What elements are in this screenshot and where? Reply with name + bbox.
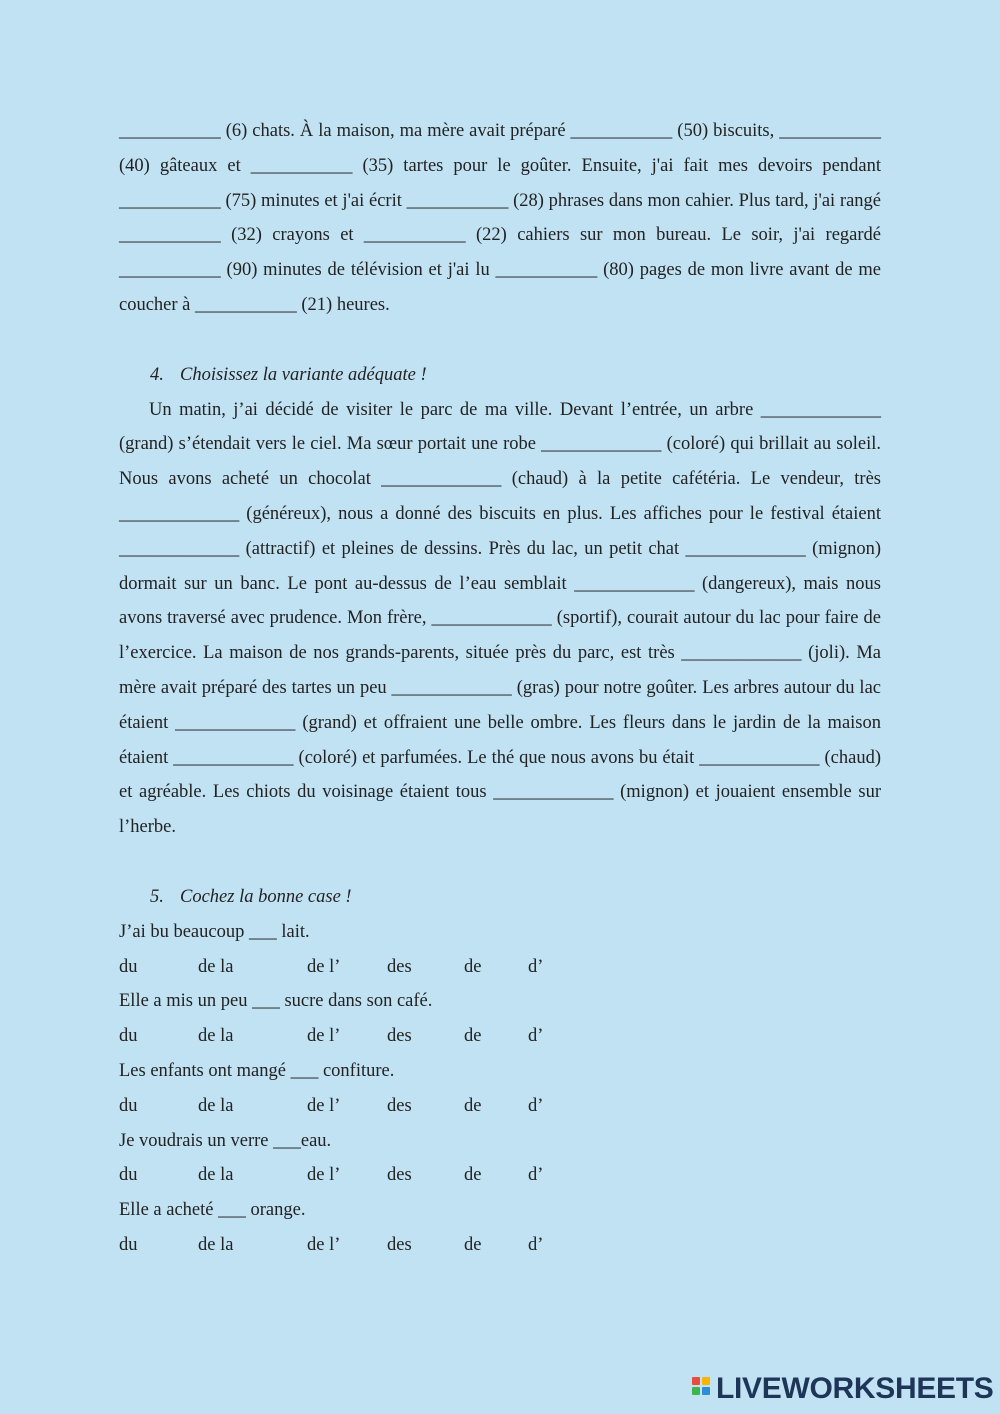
answer-option[interactable]: des	[387, 956, 412, 977]
answer-option[interactable]: de la	[198, 1234, 234, 1255]
answer-option[interactable]: d’	[528, 956, 544, 977]
section4-number: 4.	[150, 364, 164, 385]
answer-option[interactable]: de la	[198, 1026, 234, 1047]
section5-heading	[119, 880, 881, 915]
question-sentence: J’ai bu beaucoup ___ lait.	[119, 921, 310, 942]
answer-options	[119, 1089, 881, 1124]
section4-title: Choisissez la variante adéquate !	[180, 364, 427, 385]
answer-options	[119, 1158, 881, 1193]
answer-option[interactable]: d’	[528, 1026, 544, 1047]
section5-number: 5.	[150, 886, 164, 907]
logo-icon	[692, 1375, 712, 1403]
liveworksheets-logo	[692, 1372, 994, 1406]
answer-options	[119, 950, 881, 985]
answer-option[interactable]: de	[464, 1095, 482, 1116]
answer-option[interactable]: de	[464, 956, 482, 977]
answer-option[interactable]: de la	[198, 1095, 234, 1116]
answer-option[interactable]: de	[464, 1234, 482, 1255]
question-list	[119, 915, 881, 1263]
answer-option[interactable]: des	[387, 1026, 412, 1047]
answer-option[interactable]: de l’	[307, 1234, 341, 1255]
answer-option[interactable]: de	[464, 1026, 482, 1047]
section4-heading	[119, 358, 881, 393]
section4-text: Un matin, j’ai décidé de visiter le parc de ma ville. Devant l’entrée, un arbre _____________ (grand) s’étendait vers le ciel. Ma sœur portait une robe _____________ (coloré) qui brillait au soleil. Nous avons acheté un chocolat _____________ (chaud) à la petite cafétéria. Le vendeur, très _____________ (généreux), nous a donné des biscuits en plus. Les affiches pour le festival étaient _____________ (attractif) et pleines de dessins. Près du lac, un petit chat _____________ (mignon) dormait sur un banc. Le pont au-dessus de l’eau semblait _____________ (dangereux), mais nous avons traversé avec prudence. Mon frère, _____________ (sportif), courait autour du lac pour faire de l’exercice. La maison de nos grands-parents, située près du parc, est très _____________ (joli). Ma mère avait préparé des tartes un peu _____________ (gras) pour notre goûter. Les arbres autour du lac étaient _____________ (grand) et offraient une belle ombre. Les fleurs dans le jardin de la maison étaient _____________ (coloré) et parfumées. Le thé que nous avons bu était _____________ (chaud) et agréable. Les chiots du voisinage étaient tous _____________ (mignon) et jouaient ensemble sur l’herbe.	[119, 399, 881, 838]
answer-option[interactable]: de l’	[307, 1165, 341, 1186]
question-sentence: Je voudrais un verre ___eau.	[119, 1130, 332, 1151]
section3-text: ___________ (6) chats. À la maison, ma mère avait préparé ___________ (50) biscuits, ___________ (40) gâteaux et ___________ (35) tartes pour le goûter. Ensuite, j'ai fait mes devoirs pendant ___________ (75) minutes et j'ai écrit ___________ (28) phrases dans mon cahier. Plus tard, j'ai rangé ___________ (32) crayons et ___________ (22) cahiers sur mon bureau. Le soir, j'ai regardé ___________ (90) minutes de télévision et j'ai lu ___________ (80) pages de mon livre avant de me coucher à ___________ (21) heures.	[119, 121, 881, 315]
answer-option[interactable]: du	[119, 1095, 138, 1116]
answer-option[interactable]: du	[119, 956, 138, 977]
answer-options	[119, 1019, 881, 1054]
answer-option[interactable]: de la	[198, 956, 234, 977]
answer-option[interactable]: d’	[528, 1095, 544, 1116]
answer-option[interactable]: des	[387, 1095, 412, 1116]
question-sentence: Elle a mis un peu ___ sucre dans son café.	[119, 991, 433, 1012]
answer-option[interactable]: du	[119, 1165, 138, 1186]
answer-option[interactable]: du	[119, 1026, 138, 1047]
answer-option[interactable]: du	[119, 1234, 138, 1255]
answer-option[interactable]: de la	[198, 1165, 234, 1186]
question-sentence: Les enfants ont mangé ___ confiture.	[119, 1060, 395, 1081]
question-sentence: Elle a acheté ___ orange.	[119, 1200, 306, 1221]
logo-text: LIVEWORKSHEETS	[716, 1372, 994, 1405]
worksheet-page	[119, 114, 881, 1263]
answer-option[interactable]: d’	[528, 1234, 544, 1255]
answer-option[interactable]: de l’	[307, 956, 341, 977]
answer-option[interactable]: de l’	[307, 1026, 341, 1047]
answer-option[interactable]: des	[387, 1234, 412, 1255]
answer-option[interactable]: de	[464, 1165, 482, 1186]
answer-option[interactable]: des	[387, 1165, 412, 1186]
answer-option[interactable]: d’	[528, 1165, 544, 1186]
answer-option[interactable]: de l’	[307, 1095, 341, 1116]
section5-title: Cochez la bonne case !	[180, 886, 352, 907]
answer-options	[119, 1228, 881, 1263]
